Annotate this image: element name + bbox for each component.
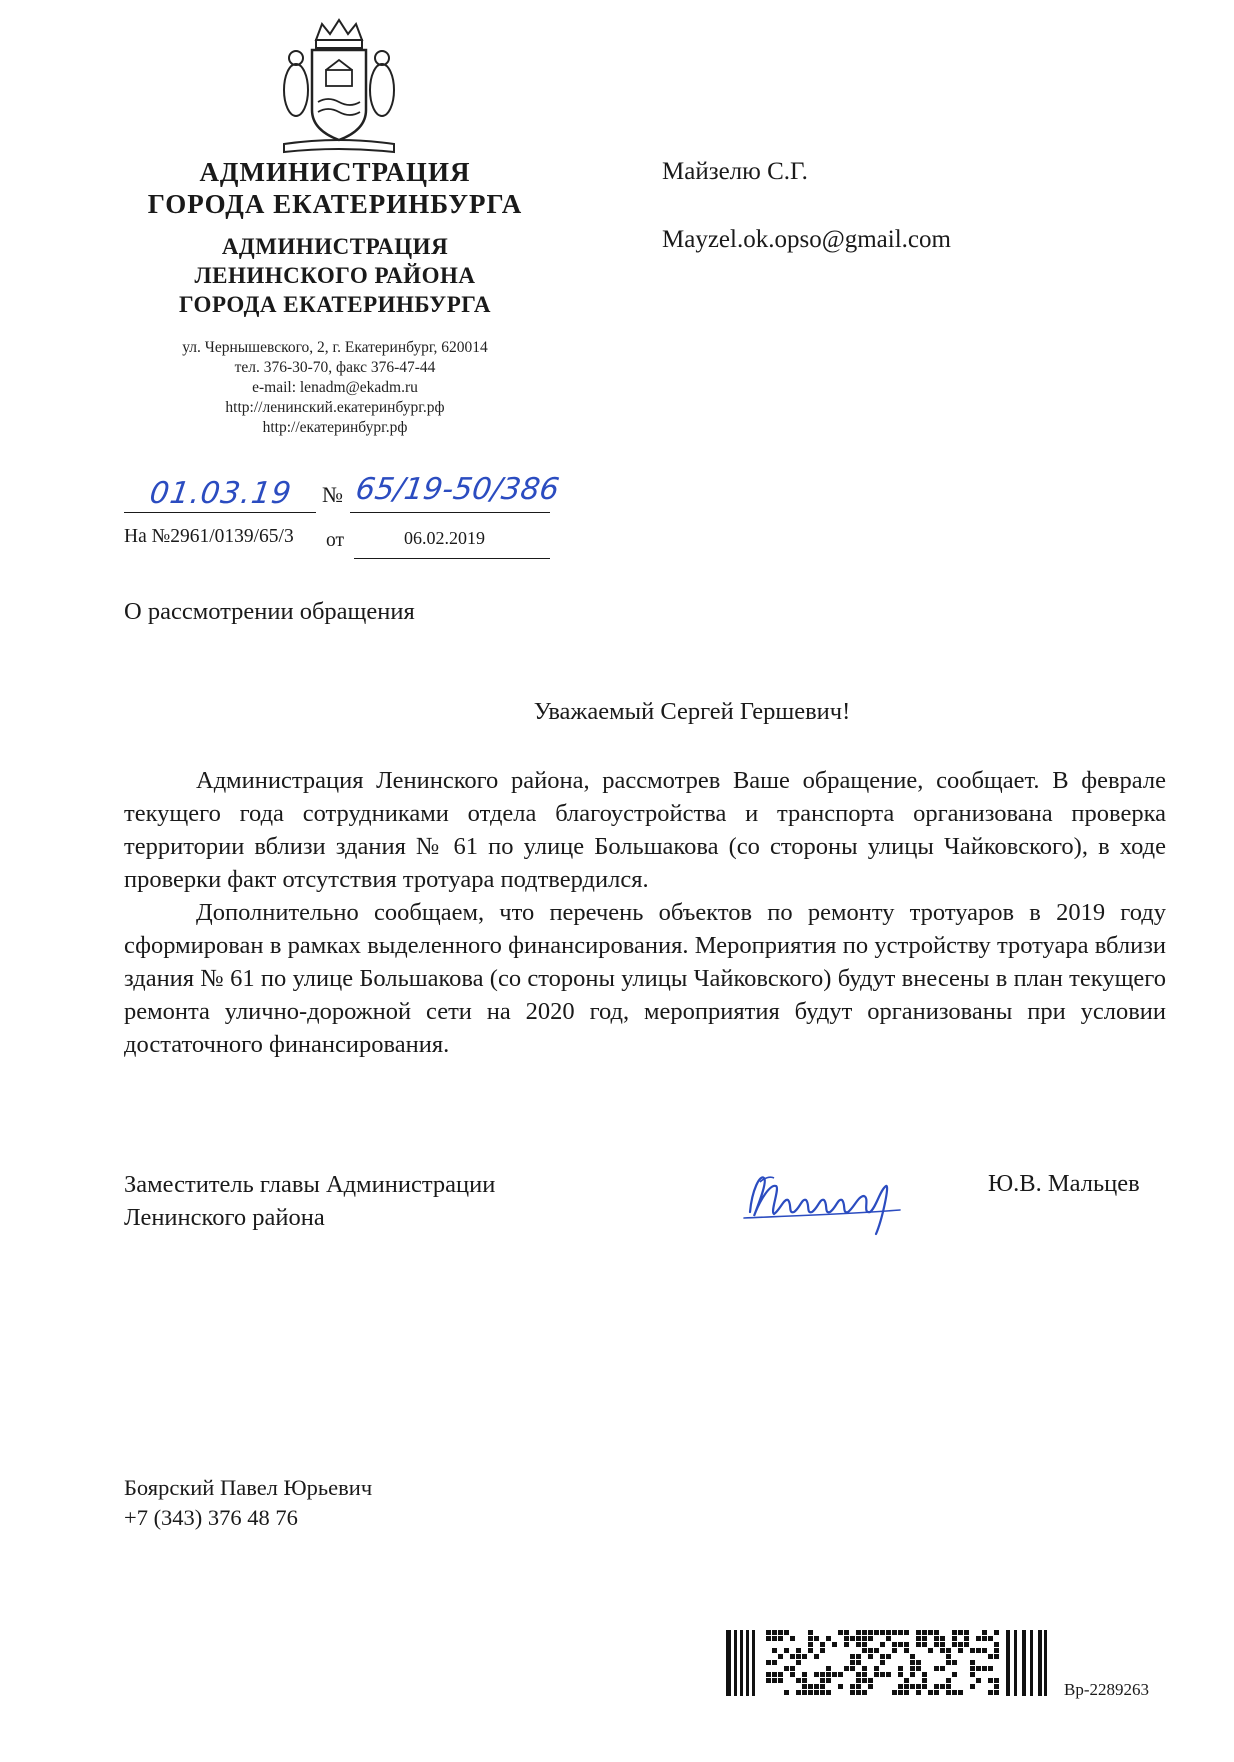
body-paragraph-1: Администрация Ленинского района, рассмотрев Ваше обращение, сообщает. В феврале текущего года сотрудниками отдела благоустройства и транспорта организована проверка территории вблизи здания № 61 по улице Большакова (со стороны улицы Чайковского), в ходе проверки факт отсутствия тротуара подтвердился. (124, 767, 1166, 893)
org-line-1: АДМИНИСТРАЦИЯ (199, 157, 471, 187)
signer-name: Ю.В. Мальцев (988, 1170, 1140, 1197)
email: e-mail: lenadm@ekadm.ru (252, 379, 418, 396)
org-line-2: ГОРОДА ЕКАТЕРИНБУРГА (147, 189, 523, 219)
body-paragraph-2: Дополнительно сообщаем, что перечень объектов по ремонту тротуаров в 2019 году сформирован в рамках выделенного финансирования. Мероприятия по устройству тротуара вблизи здания № 61 по улице Большакова (со стороны улицы Чайковского) будут внесены в план текущего ремонта улично-дорожной сети на 2020 год, мероприятия будут организованы при условии достаточного финансирования. (124, 899, 1166, 1058)
reference-date-line (354, 558, 550, 559)
signer-title-line-2: Ленинского района (124, 1204, 325, 1231)
registration-date-line (124, 512, 316, 513)
number-label: № (322, 482, 343, 507)
organization-name (110, 156, 560, 220)
executor-name: Боярский Павел Юрьевич (124, 1475, 373, 1500)
salutation-text: Уважаемый Сергей Гершевич! (533, 698, 851, 725)
website-2: http://екатеринбург.рф (262, 419, 408, 436)
registration-number-line (350, 512, 550, 513)
executor-block (124, 1473, 372, 1533)
dept-line-1: АДМИНИСТРАЦИЯ (221, 234, 449, 259)
registration-date: 01.03.19 (147, 476, 295, 511)
dept-line-2: ЛЕНИНСКОГО РАЙОНА (194, 263, 476, 288)
barcode-id: Вр-2289263 (1064, 1680, 1149, 1699)
recipient-email: Mayzel.ok.opso@gmail.com (662, 226, 951, 253)
letter-subject: О рассмотрении обращения (124, 598, 415, 625)
signer-title (124, 1168, 495, 1234)
reference-ot-label: от (326, 530, 345, 551)
contact-block (110, 338, 560, 438)
reference-number: На №2961/0139/65/3 (124, 526, 294, 547)
registration-number: 65/19-50/386 (353, 472, 562, 507)
address: ул. Чернышевского, 2, г. Екатеринбург, 620014 (182, 339, 488, 356)
salutation (0, 698, 1234, 726)
website-1: http://ленинский.екатеринбург.рф (225, 399, 445, 416)
recipient-name: Майзелю С.Г. (662, 158, 808, 185)
signer-title-line-1: Заместитель главы Администрации (124, 1171, 496, 1198)
barcode-icon (726, 1630, 1050, 1696)
phone: тел. 376-30-70, факс 376-47-44 (234, 359, 436, 376)
reference-date: 06.02.2019 (404, 528, 485, 548)
coat-of-arms-icon (278, 18, 400, 158)
dept-line-3: ГОРОДА ЕКАТЕРИНБУРГА (179, 292, 491, 317)
letter-body (124, 764, 1166, 1061)
department-name (110, 232, 560, 319)
executor-phone: +7 (343) 376 48 76 (124, 1505, 298, 1530)
handwritten-signature-icon (730, 1160, 930, 1240)
